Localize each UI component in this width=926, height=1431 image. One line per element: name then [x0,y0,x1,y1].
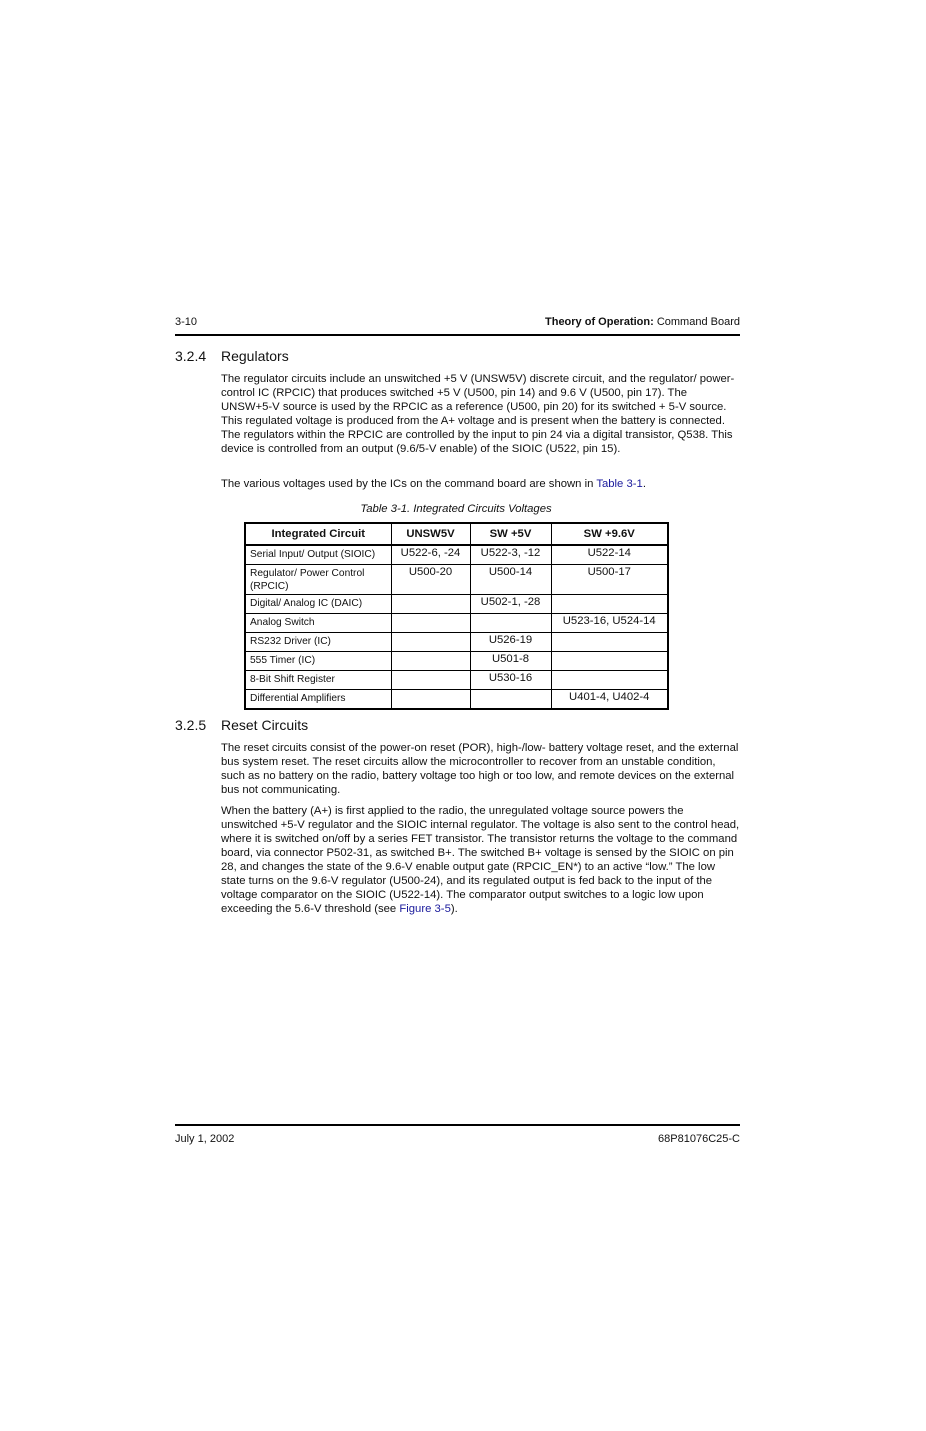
column-header: SW +5V [470,523,551,545]
regulators-paragraph-1: The regulator circuits include an unswitched +5 V (UNSW5V) discrete circuit, and the regulator/ power-control IC (RPCIC) that produces switched +5 V (U500, pin 14) and 9.6 V (U500, pin 17). The UNSW+5-V source is used by the RPCIC as a reference (U500, pin 20) for its switched + 5-V source. This regulated voltage is produced from the A+ voltage and is present when the battery is connected. The regulators within the RPCIC are controlled by the input to pin 24 via a digital transistor, Q538. This device is controlled from an output (9.6/5-V enable) of the SIOIC (U522, pin 15). [221,373,735,455]
figure-3-5-link[interactable]: Figure 3-5 [399,903,451,915]
paragraph-text: When the battery (A+) is first applied to the radio, the unregulated voltage source powers the unswitched +5-V regulator and the SIOIC internal regulator. The voltage is also sent to the control head, where it is switched on/off by a series FET transistor. The transistor returns the voltage to the command board, via connector P502-31, as switched B+. The switched B+ voltage is sensed by the SIOIC on pin 28, and changes the state of the 9.6-V enable output gate (RPCIC_EN*) to an active “low.” The low state turns on the 9.6-V regulator (U500-24), and its regulated output is fed back to the input of the voltage comparator on the SIOIC (U522-14). The comparator output switches to a logic low upon exceeding the 5.6-V threshold (see [221,805,740,915]
sw96v-cell [551,595,668,614]
column-header: UNSW5V [391,523,470,545]
sw96v-cell: U401-4, U402-4 [551,690,668,710]
unsw5v-cell: U522-6, -24 [391,545,470,565]
table-row [245,690,668,710]
ic-name-cell: Serial Input/ Output (SIOIC) [245,545,391,565]
table-3-1-link[interactable]: Table 3-1 [596,478,643,490]
sw5v-cell: U530-16 [470,671,551,690]
reset-paragraph-1: The reset circuits consist of the power-on reset (POR), high-/low- battery voltage reset, and the external bus system reset. The reset circuits allow the microcontroller to recover from an unstable condition, such as no battery on the radio, battery voltage too high or too low, and remote devices on the external bus not communicating. [221,742,739,796]
sw96v-cell: U522-14 [551,545,668,565]
column-header: Integrated Circuit [245,523,391,545]
ic-name-cell: Digital/ Analog IC (DAIC) [245,595,391,614]
table-row [245,671,668,690]
footer-doc-number: 68P81076C25-C [658,1133,740,1145]
ic-name-cell: Differential Amplifiers [245,690,391,710]
sw96v-cell [551,652,668,671]
ic-name-cell: Analog Switch [245,614,391,633]
page-header [175,316,740,330]
sw5v-cell: U500-14 [470,565,551,595]
table-caption: Table 3-1. Integrated Circuits Voltages [360,503,552,515]
table-row [245,614,668,633]
page-number: 3-10 [175,316,198,328]
running-title [545,316,740,328]
integrated-circuits-voltages-table [244,522,669,710]
section-number: 3.2.5 [175,717,207,733]
table-row [245,565,668,595]
unsw5v-cell: U500-20 [391,565,470,595]
sw5v-cell [470,614,551,633]
sw96v-cell: U500-17 [551,565,668,595]
table-row [245,633,668,652]
paragraph-text-end: . [642,478,646,490]
ic-name-cell: RS232 Driver (IC) [245,633,391,652]
unsw5v-cell [391,690,470,710]
unsw5v-cell [391,595,470,614]
ic-name-cell: 555 Timer (IC) [245,652,391,671]
section-title: Regulators [221,348,289,364]
table-row [245,545,668,565]
sw5v-cell: U522-3, -12 [470,545,551,565]
section-heading-regulators [175,348,289,364]
regulators-paragraph-2 [221,477,740,491]
unsw5v-cell [391,671,470,690]
header-rule [175,334,740,336]
footer-date: July 1, 2002 [175,1133,235,1145]
paragraph-text: The various voltages used by the ICs on the command board are shown in [221,478,597,490]
section-title: Reset Circuits [221,717,309,733]
sw5v-cell [470,690,551,710]
table-row [245,652,668,671]
sw5v-cell: U502-1, -28 [470,595,551,614]
section-number: 3.2.4 [175,348,207,364]
paragraph-text-end: ). [450,903,458,915]
ic-name-cell: Regulator/ Power Control (RPCIC) [245,565,391,595]
ic-name-cell: 8-Bit Shift Register [245,671,391,690]
table-header-row [245,523,668,545]
sw5v-cell: U501-8 [470,652,551,671]
footer-rule [175,1124,740,1126]
table-row [245,595,668,614]
sw96v-cell [551,633,668,652]
section-heading-reset-circuits [175,717,308,733]
sw96v-cell [551,671,668,690]
sw5v-cell: U526-19 [470,633,551,652]
unsw5v-cell [391,633,470,652]
reset-paragraph-2 [221,804,740,916]
unsw5v-cell [391,614,470,633]
column-header: SW +9.6V [551,523,668,545]
sw96v-cell: U523-16, U524-14 [551,614,668,633]
running-title-rest: Command Board [653,316,740,328]
unsw5v-cell [391,652,470,671]
running-title-bold: Theory of Operation: [545,316,654,328]
